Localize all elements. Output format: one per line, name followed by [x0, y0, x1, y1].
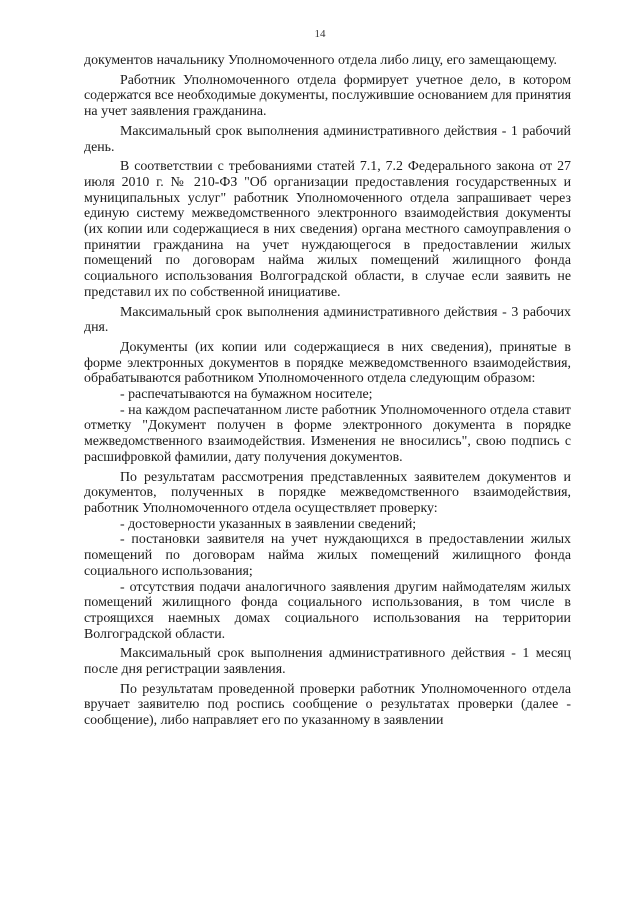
- paragraph: Максимальный срок выполнения административного действия - 1 рабочий день.: [84, 123, 571, 155]
- list-item: - распечатываются на бумажном носителе;: [120, 387, 373, 403]
- list-item: - отсутствия подачи аналогичного заявления другим наймодателям жилых помещений жилищного фонда социального использования, в том числе в строящихся наемных домах социального использования на территории Волгоградской области.: [84, 579, 571, 642]
- paragraph: По результатам рассмотрения представленных заявителем документов и документов, полученных в порядке межведомственного взаимодействия, работник Уполномоченного отдела осуществляет проверку:: [84, 469, 571, 516]
- document-body: [84, 53, 571, 729]
- paragraph: По результатам проведенной проверки работник Уполномоченного отдела вручает заявителю под роспись сообщение о результатах проверки (далее - сообщение), либо направляет его по указанному в заявлении: [84, 681, 571, 729]
- list-item: - постановки заявителя на учет нуждающихся в предоставлении жилых помещений по договорам найма жилых помещений жилищного фонда социального использования;: [84, 532, 571, 579]
- list-item: - достоверности указанных в заявлении сведений;: [120, 516, 417, 532]
- paragraph: В соответствии с требованиями статей 7.1, 7.2 Федерального закона от 27 июля 2010 г. № 210-ФЗ "Об организации предоставления государственных и муниципальных услуг" работник Уполномоченного отдела запрашивает через единую систему межведомственного электронного взаимодействия документы (их копии или содержащиеся в них сведения) органа местного самоуправления о принятии гражданина на учет нуждающегося в предоставлении жилых помещений по договорам найма жилых помещений жилищного фонда социального использования Волгоградской области, в случае если заявить не представил их по собственной инициативе.: [84, 159, 571, 300]
- paragraph: Работник Уполномоченного отдела формирует учетное дело, в котором содержатся все необходимые документы, послужившие основанием для принятия на учет заявления гражданина.: [84, 72, 571, 120]
- paragraph: Максимальный срок выполнения административного действия - 1 месяц после дня регистрации заявления.: [84, 646, 571, 678]
- page-number: 14: [314, 28, 326, 40]
- paragraph: документов начальнику Уполномоченного отдела либо лицу, его замещающему.: [84, 53, 558, 68]
- paragraph: Максимальный срок выполнения административного действия - 3 рабочих дня.: [84, 304, 571, 336]
- paragraph: Документы (их копии или содержащиеся в них сведения), принятые в форме электронных документов в порядке межведомственного взаимодействия, обрабатываются работником Уполномоченного отдела следующим образом:: [84, 339, 571, 387]
- list-item: - на каждом распечатанном листе работник Уполномоченного отдела ставит отметку "Документ получен в форме электронного документа в порядке межведомственного взаимодействия. Изменения не вносились", свою подпись с расшифровкой фамилии, дату получения документов.: [84, 402, 571, 465]
